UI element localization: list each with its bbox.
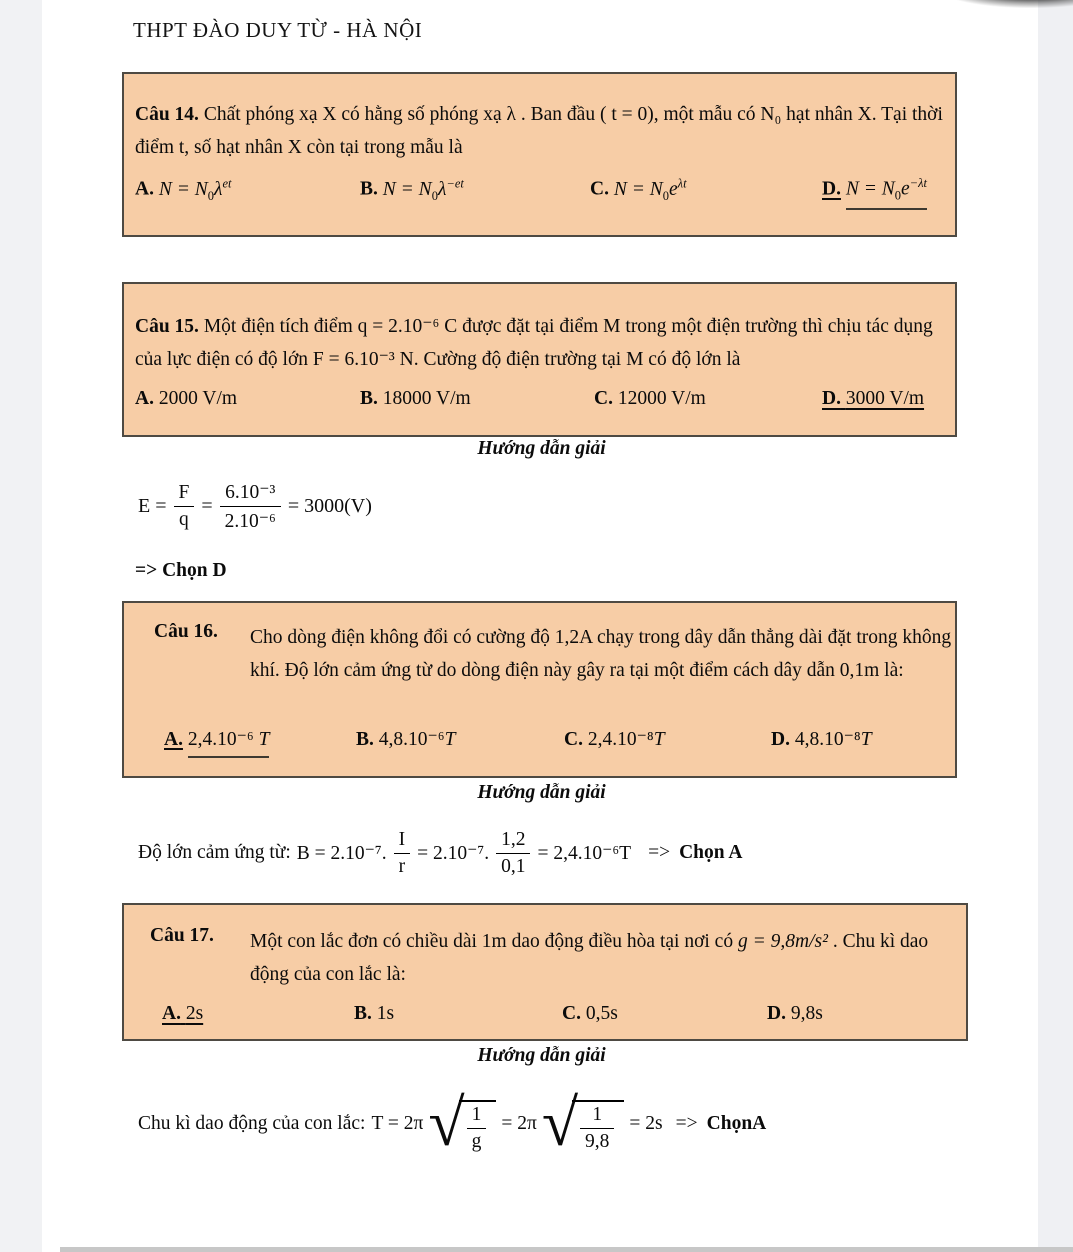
sol15-frac1-numerator: F xyxy=(174,482,195,507)
option-17-b-label: B. xyxy=(354,1003,372,1024)
sol16-result: = 2,4.10⁻⁶T xyxy=(537,843,632,864)
option-14-a-m2: λ xyxy=(214,178,223,200)
option-14-c-m1: N = N xyxy=(613,178,663,200)
sol17-m1: T = 2π xyxy=(371,1113,424,1134)
option-15-b-label: B. xyxy=(360,388,378,409)
option-16-c-value: 2,4.10⁻⁸ xyxy=(587,729,654,750)
sol16-fraction-1 xyxy=(394,829,411,878)
option-16-b xyxy=(356,727,455,751)
sol17-radicand-2 xyxy=(572,1100,624,1153)
question-15-text: Một điện tích điểm q = 2.10⁻⁶ C được đặt tại điểm M trong một điện trường thì chịu tác dụng của lực điện có độ lớn F = 6.10⁻³ N. Cường độ điện trường tại M có độ lớn là xyxy=(135,316,933,370)
sol17-sqrt-1 xyxy=(428,1087,496,1160)
sol16-arrow: => xyxy=(648,842,671,863)
sol17-frac2-denominator: 9,8 xyxy=(585,1131,610,1152)
option-17-b xyxy=(354,1003,394,1025)
option-16-b-value: 4,8.10⁻⁶ xyxy=(378,729,445,750)
sol17-sqrt-2 xyxy=(541,1087,625,1160)
question-16-options xyxy=(124,727,955,767)
sol15-fraction-1 xyxy=(174,482,195,531)
option-16-c-label: C. xyxy=(564,729,583,750)
option-14-b xyxy=(360,176,464,203)
sol17-radicand-1 xyxy=(459,1100,497,1153)
option-14-a-formula xyxy=(158,176,232,203)
question-16-label: Câu 16. xyxy=(154,621,218,642)
option-16-a-formula xyxy=(188,727,270,758)
sol17-frac2-numerator: 1 xyxy=(580,1104,614,1129)
option-14-b-formula xyxy=(382,176,464,203)
question-14-text: Chất phóng xạ X có hằng số phóng xạ λ . Ban đầu ( t = 0), một mẫu có N₀ hạt nhân X. Tại thời điểm t, số hạt nhân X còn tại trong mẫu là xyxy=(135,104,943,158)
option-14-d-m2: e xyxy=(901,178,910,200)
option-14-b-m2: λ xyxy=(437,178,447,200)
option-14-a-sub: 0 xyxy=(207,188,215,203)
option-14-c-m2: e xyxy=(669,178,678,200)
question-17-text xyxy=(250,925,958,991)
option-14-a-label: A. xyxy=(135,178,154,200)
solution-16-formula xyxy=(135,818,746,888)
question-box-16 xyxy=(122,601,957,778)
question-15-paragraph xyxy=(135,310,943,376)
question-17-options xyxy=(124,1003,966,1043)
sol17-m2: = 2π xyxy=(501,1113,537,1134)
option-14-a-sup: et xyxy=(222,176,232,190)
option-14-d-formula xyxy=(846,176,927,210)
question-15-label: Câu 15. xyxy=(135,316,199,337)
option-17-a-correct xyxy=(162,1003,203,1025)
option-15-a-label: A. xyxy=(135,388,154,409)
question-box-15 xyxy=(122,282,957,437)
sol16-fraction-2 xyxy=(496,829,530,878)
option-17-a-value: 2s xyxy=(185,1003,204,1024)
option-16-b-formula xyxy=(379,729,456,750)
option-15-b-value: 18000 V/m xyxy=(382,388,471,409)
option-17-d-value: 9,8s xyxy=(790,1003,823,1024)
sol16-lead: Độ lớn cảm ứng từ: xyxy=(138,842,291,863)
option-17-c-value: 0,5s xyxy=(585,1003,618,1024)
question-15-options xyxy=(124,388,955,428)
sol16-frac1-numerator: I xyxy=(394,829,411,854)
option-14-a xyxy=(135,176,232,203)
option-14-d-m1: N = N xyxy=(845,178,895,200)
option-15-b xyxy=(360,388,471,410)
question-17-math: g = 9,8m/s² xyxy=(737,931,828,952)
sol17-frac1-numerator: 1 xyxy=(467,1104,487,1129)
option-14-d-label: D. xyxy=(822,178,841,200)
solution-heading-15: Hướng dẫn giải xyxy=(477,438,606,459)
sol17-frac1-denominator: g xyxy=(471,1131,482,1152)
option-17-d xyxy=(767,1003,823,1025)
option-16-d-unit: T xyxy=(860,729,872,750)
option-16-d-label: D. xyxy=(771,729,790,750)
sol17-lead: Chu kì dao động của con lắc: xyxy=(138,1113,366,1134)
sol15-frac2-denominator: 2.10⁻⁶ xyxy=(224,510,276,532)
question-16-text: Cho dòng điện không đổi có cường độ 1,2A chạy trong dây dẫn thẳng dài đặt trong không khí. Độ lớn cảm ứng từ do dòng điện này gây ra tại một điểm cách dây dẫn 0,1m là: xyxy=(250,627,952,681)
solution-16-answer: Chọn A xyxy=(679,842,743,863)
question-box-17 xyxy=(122,903,968,1041)
solution-15-formula xyxy=(135,474,375,538)
left-margin-strip xyxy=(0,0,42,1252)
option-17-d-label: D. xyxy=(767,1003,786,1024)
option-14-b-m1: N = N xyxy=(382,178,432,200)
sol17-radical-sign-2: √ xyxy=(541,1087,579,1160)
sol16-m1: B = 2.10⁻⁷. xyxy=(296,843,387,864)
question-box-14 xyxy=(122,72,957,237)
corner-shadow xyxy=(923,0,1073,22)
sol17-radical-sign-1: √ xyxy=(428,1087,465,1160)
sol17-arrow: => xyxy=(675,1113,698,1134)
page-title: THPT ĐÀO DUY TỪ - HÀ NỘI xyxy=(133,18,423,42)
option-17-c xyxy=(562,1003,618,1025)
option-14-c-label: C. xyxy=(590,178,609,200)
option-16-a-label: A. xyxy=(164,729,183,750)
sol15-frac2-numerator: 6.10⁻³ xyxy=(220,480,281,507)
option-16-d-formula xyxy=(795,729,872,750)
option-17-c-label: C. xyxy=(562,1003,581,1024)
option-14-b-sub: 0 xyxy=(431,188,438,203)
sol15-lhs: E = xyxy=(138,494,167,517)
option-16-c xyxy=(564,727,665,751)
option-16-d-value: 4,8.10⁻⁸ xyxy=(794,729,861,750)
option-16-a-value: 2,4.10⁻⁶ xyxy=(187,729,259,750)
option-16-a-unit: T xyxy=(258,729,270,750)
sol17-frac-1 xyxy=(467,1104,487,1153)
option-15-a xyxy=(135,388,237,410)
sol15-result: = 3000(V) xyxy=(287,494,372,517)
option-16-b-unit: T xyxy=(444,729,456,750)
option-14-c-sub: 0 xyxy=(662,188,670,203)
solution-17-answer: ChọnA xyxy=(706,1113,767,1134)
option-17-b-value: 1s xyxy=(376,1003,395,1024)
bottom-scrollbar xyxy=(60,1247,1073,1252)
sol15-equals: = xyxy=(201,494,213,517)
option-14-c-sup: λt xyxy=(677,176,687,190)
option-16-c-unit: T xyxy=(653,729,665,750)
solution-15-answer: => Chọn D xyxy=(135,560,227,581)
solution-17-formula xyxy=(135,1082,769,1166)
option-14-c-formula xyxy=(613,176,687,203)
option-16-a-correct xyxy=(164,727,269,758)
sol15-frac1-denominator: q xyxy=(179,508,189,530)
sol15-fraction-2 xyxy=(220,480,281,533)
option-15-d-label: D. xyxy=(822,388,841,409)
sol16-frac2-numerator: 1,2 xyxy=(496,829,530,854)
sol17-result: = 2s xyxy=(629,1113,663,1134)
right-margin-strip xyxy=(1038,0,1073,1252)
option-14-d-sub: 0 xyxy=(894,188,902,203)
solution-heading-17: Hướng dẫn giải xyxy=(477,1045,606,1066)
option-15-c xyxy=(594,388,706,410)
option-16-b-label: B. xyxy=(356,729,374,750)
option-15-c-value: 12000 V/m xyxy=(617,388,706,409)
sol16-m2: = 2.10⁻⁷. xyxy=(417,843,490,864)
option-14-c xyxy=(590,176,687,203)
option-15-a-value: 2000 V/m xyxy=(158,388,238,409)
sol16-frac2-denominator: 0,1 xyxy=(501,855,526,877)
question-17-text-part1: Một con lắc đơn có chiều dài 1m dao động điều hòa tại nơi có xyxy=(250,931,738,952)
option-14-d-sup: −λt xyxy=(909,176,927,190)
option-15-c-label: C. xyxy=(594,388,613,409)
question-17-text-part2: . Chu kì dao động của con lắc là: xyxy=(250,931,929,985)
option-14-a-m1: N = N xyxy=(158,178,208,200)
question-14-label: Câu 14. xyxy=(135,104,199,125)
option-15-d-value: 3000 V/m xyxy=(845,388,925,409)
option-17-a-label: A. xyxy=(162,1003,181,1024)
option-14-d-correct xyxy=(822,176,927,210)
question-14-paragraph xyxy=(135,98,943,164)
sol16-frac1-denominator: r xyxy=(398,855,406,877)
question-14-options xyxy=(124,176,955,216)
solution-heading-16: Hướng dẫn giải xyxy=(477,782,606,803)
sol17-frac-2 xyxy=(580,1104,614,1153)
option-16-d xyxy=(771,727,872,751)
option-15-d-correct xyxy=(822,388,924,410)
option-14-b-label: B. xyxy=(360,178,378,200)
option-14-b-sup: −et xyxy=(446,176,464,190)
question-17-label: Câu 17. xyxy=(150,925,214,946)
option-16-c-formula xyxy=(588,729,665,750)
